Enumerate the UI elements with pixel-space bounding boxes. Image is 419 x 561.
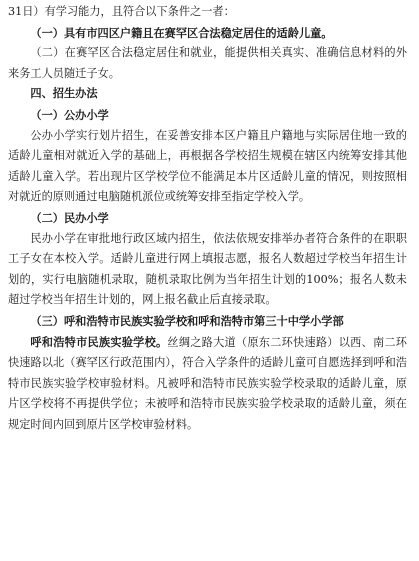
ethnic-school-lead: 呼和浩特市民族实验学校。 <box>30 334 168 349</box>
intro-paragraph: 31日）有学习能力，且符合以下条件之一者： <box>8 5 235 18</box>
public-primary-heading: （一）公办小学 <box>30 107 109 122</box>
ethnic-school-heading: （三）呼和浩特市民族实验学校和呼和浩特市第三十中学小学部 <box>30 313 344 328</box>
private-primary-heading: （二）民办小学 <box>30 210 109 225</box>
ethnic-school-paragraph <box>8 332 407 436</box>
public-primary-body: 公办小学实行划片招生，在妥善安排本区户籍且户籍地与实际居住地一致的适龄儿童相对就近入学的基础上，再根据各学校招生规模在辖区内统筹安排其他适龄儿童入学。若出现片区学校学位不能满足本片区适龄儿童的情况，则按照相对就近的原则通过电脑随机派位或统筹安排至指定学校入学。 <box>8 128 407 204</box>
ethnic-school-body: 丝绸之路大道（原东二环快速路）以西、南二环快速路以北（赛罕区行政范围内），符合入学条件的适龄儿童可自愿选择到呼和浩特市民族实验学校审验材料。凡被呼和浩特市民族实验学校录取的适龄儿童，原片区学校将不再提供学位；未被呼和浩特市民族实验学校录取的适龄儿童，须在规定时间内回到原片区学校审验材料。 <box>8 335 407 431</box>
condition-2: （二）在赛罕区合法稳定居住和就业，能提供相关真实、准确信息材料的外来务工人员随迁子女。 <box>8 46 407 80</box>
private-primary-body: 民办小学在审批地行政区域内招生，依法依规安排举办者符合条件的在职职工子女在本校入学。适龄儿童进行网上填报志愿，报名人数超过学校当年招生计划的，实行电脑随机录取，随机录取比例为当年招生计划的100%；报名人数未超过学校当年招生计划的，网上报名截止后直接录取。 <box>8 231 407 307</box>
condition-1: （一）具有市四区户籍且在赛罕区合法稳定居住的适龄儿童。 <box>30 25 333 40</box>
section-4-heading: 四、招生办法 <box>30 87 98 101</box>
